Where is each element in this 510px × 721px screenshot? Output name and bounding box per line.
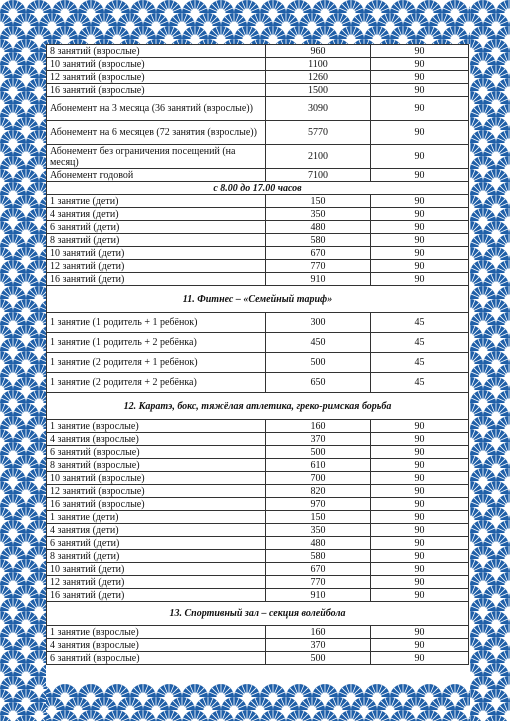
service-name-cell: 10 занятий (взрослые): [47, 472, 266, 485]
service-name-cell: 1 занятие (взрослые): [47, 626, 266, 639]
price-cell: 500: [266, 446, 371, 459]
duration-cell: 90: [371, 485, 469, 498]
table-row: [47, 524, 469, 537]
duration-cell: 90: [371, 563, 469, 576]
service-name-cell: 12 занятий (дети): [47, 576, 266, 589]
decorative-border-right: [470, 0, 510, 721]
price-cell: 960: [266, 45, 371, 58]
duration-cell: 90: [371, 626, 469, 639]
price-cell: 770: [266, 260, 371, 273]
section-heading: 13. Спортивный зал – секция волейбола: [47, 602, 469, 626]
table-row: [47, 333, 469, 353]
table-row: [47, 260, 469, 273]
service-name-cell: 6 занятий (дети): [47, 221, 266, 234]
price-cell: 480: [266, 537, 371, 550]
service-name-cell: 4 занятия (взрослые): [47, 433, 266, 446]
price-cell: 820: [266, 485, 371, 498]
price-cell: 770: [266, 576, 371, 589]
table-row: [47, 273, 469, 286]
price-cell: 970: [266, 498, 371, 511]
duration-cell: 90: [371, 446, 469, 459]
table-row: [47, 71, 469, 84]
service-name-cell: Абонемент без ограничения посещений (на месяц): [47, 145, 266, 169]
table-row: [47, 313, 469, 333]
table-row: [47, 537, 469, 550]
service-name-cell: 12 занятий (взрослые): [47, 71, 266, 84]
table-row: [47, 433, 469, 446]
table-row: [47, 121, 469, 145]
duration-cell: 90: [371, 234, 469, 247]
decorative-border-bottom: [0, 684, 510, 721]
duration-cell: 90: [371, 97, 469, 121]
service-name-cell: 16 занятий (дети): [47, 273, 266, 286]
price-cell: 610: [266, 459, 371, 472]
service-name-cell: 10 занятий (взрослые): [47, 58, 266, 71]
table-row: [47, 576, 469, 589]
table-row: [47, 511, 469, 524]
service-name-cell: 16 занятий (взрослые): [47, 498, 266, 511]
price-cell: 670: [266, 247, 371, 260]
table-row: [47, 45, 469, 58]
table-row: [47, 485, 469, 498]
table-row: [47, 420, 469, 433]
duration-cell: 90: [371, 472, 469, 485]
decorative-border-left: [0, 0, 46, 721]
duration-cell: 90: [371, 550, 469, 563]
price-cell: 7100: [266, 169, 371, 182]
service-name-cell: 1 занятие (взрослые): [47, 420, 266, 433]
service-name-cell: 8 занятий (дети): [47, 234, 266, 247]
duration-cell: 90: [371, 576, 469, 589]
price-cell: 480: [266, 221, 371, 234]
price-cell: 160: [266, 626, 371, 639]
price-table: [46, 44, 469, 665]
duration-cell: 90: [371, 247, 469, 260]
service-name-cell: 6 занятий (взрослые): [47, 652, 266, 665]
table-row: [47, 472, 469, 485]
price-cell: 370: [266, 639, 371, 652]
price-cell: 1100: [266, 58, 371, 71]
service-name-cell: 6 занятий (дети): [47, 537, 266, 550]
price-cell: 580: [266, 234, 371, 247]
section-heading: 12. Каратэ, бокс, тяжёлая атлетика, греко-римская борьба: [47, 393, 469, 420]
duration-cell: 90: [371, 260, 469, 273]
table-row: [47, 550, 469, 563]
service-name-cell: 8 занятий (дети): [47, 550, 266, 563]
duration-cell: 45: [371, 313, 469, 333]
table-row: [47, 221, 469, 234]
service-name-cell: Абонемент на 3 месяца (36 занятий (взрослые)): [47, 97, 266, 121]
service-name-cell: 10 занятий (дети): [47, 247, 266, 260]
service-name-cell: Абонемент годовой: [47, 169, 266, 182]
duration-cell: 90: [371, 524, 469, 537]
price-cell: 650: [266, 373, 371, 393]
table-row: [47, 234, 469, 247]
table-row: [47, 145, 469, 169]
duration-cell: 90: [371, 511, 469, 524]
service-name-cell: 12 занятий (взрослые): [47, 485, 266, 498]
service-name-cell: 4 занятия (дети): [47, 524, 266, 537]
price-cell: 910: [266, 273, 371, 286]
duration-cell: 45: [371, 373, 469, 393]
price-cell: 350: [266, 208, 371, 221]
service-name-cell: 1 занятие (дети): [47, 511, 266, 524]
document-page: [46, 44, 470, 684]
duration-cell: 90: [371, 208, 469, 221]
table-row: [47, 563, 469, 576]
duration-cell: 90: [371, 145, 469, 169]
price-table-body: [47, 45, 469, 665]
duration-cell: 90: [371, 58, 469, 71]
price-cell: 300: [266, 313, 371, 333]
section-heading-row: [47, 393, 469, 420]
price-cell: 670: [266, 563, 371, 576]
table-row: [47, 459, 469, 472]
table-row: [47, 626, 469, 639]
price-cell: 350: [266, 524, 371, 537]
service-name-cell: 16 занятий (взрослые): [47, 84, 266, 97]
service-name-cell: 4 занятия (дети): [47, 208, 266, 221]
price-cell: 500: [266, 652, 371, 665]
service-name-cell: Абонемент на 6 месяцев (72 занятия (взрослые)): [47, 121, 266, 145]
table-row: [47, 446, 469, 459]
duration-cell: 90: [371, 84, 469, 97]
duration-cell: 90: [371, 71, 469, 84]
service-name-cell: 1 занятие (дети): [47, 195, 266, 208]
duration-cell: 90: [371, 639, 469, 652]
table-row: [47, 652, 469, 665]
section-heading: с 8.00 до 17.00 часов: [47, 182, 469, 195]
price-cell: 580: [266, 550, 371, 563]
service-name-cell: 16 занятий (дети): [47, 589, 266, 602]
price-cell: 370: [266, 433, 371, 446]
section-heading-row: [47, 182, 469, 195]
duration-cell: 45: [371, 333, 469, 353]
price-cell: 2100: [266, 145, 371, 169]
table-row: [47, 498, 469, 511]
duration-cell: 90: [371, 45, 469, 58]
table-row: [47, 97, 469, 121]
price-cell: 450: [266, 333, 371, 353]
duration-cell: 90: [371, 169, 469, 182]
duration-cell: 90: [371, 652, 469, 665]
duration-cell: 90: [371, 273, 469, 286]
service-name-cell: 8 занятий (взрослые): [47, 45, 266, 58]
price-cell: 5770: [266, 121, 371, 145]
price-cell: 150: [266, 195, 371, 208]
service-name-cell: 1 занятие (1 родитель + 1 ребёнок): [47, 313, 266, 333]
table-row: [47, 58, 469, 71]
table-row: [47, 589, 469, 602]
table-row: [47, 84, 469, 97]
price-cell: 150: [266, 511, 371, 524]
duration-cell: 90: [371, 433, 469, 446]
duration-cell: 90: [371, 420, 469, 433]
table-row: [47, 195, 469, 208]
service-name-cell: 8 занятий (взрослые): [47, 459, 266, 472]
duration-cell: 90: [371, 459, 469, 472]
table-row: [47, 373, 469, 393]
service-name-cell: 1 занятие (2 родителя + 2 ребёнка): [47, 373, 266, 393]
duration-cell: 90: [371, 589, 469, 602]
price-cell: 1500: [266, 84, 371, 97]
table-row: [47, 208, 469, 221]
service-name-cell: 4 занятия (взрослые): [47, 639, 266, 652]
section-heading-row: [47, 602, 469, 626]
service-name-cell: 1 занятие (1 родитель + 2 ребёнка): [47, 333, 266, 353]
service-name-cell: 12 занятий (дети): [47, 260, 266, 273]
duration-cell: 90: [371, 121, 469, 145]
price-cell: 910: [266, 589, 371, 602]
table-row: [47, 169, 469, 182]
table-row: [47, 247, 469, 260]
duration-cell: 90: [371, 498, 469, 511]
price-cell: 1260: [266, 71, 371, 84]
price-cell: 160: [266, 420, 371, 433]
table-row: [47, 639, 469, 652]
decorative-border-top: [0, 0, 510, 44]
table-row: [47, 353, 469, 373]
service-name-cell: 1 занятие (2 родителя + 1 ребёнок): [47, 353, 266, 373]
duration-cell: 45: [371, 353, 469, 373]
duration-cell: 90: [371, 221, 469, 234]
service-name-cell: 10 занятий (дети): [47, 563, 266, 576]
section-heading: 11. Фитнес – «Семейный тариф»: [47, 286, 469, 313]
price-cell: 500: [266, 353, 371, 373]
price-cell: 700: [266, 472, 371, 485]
price-cell: 3090: [266, 97, 371, 121]
duration-cell: 90: [371, 537, 469, 550]
section-heading-row: [47, 286, 469, 313]
duration-cell: 90: [371, 195, 469, 208]
service-name-cell: 6 занятий (взрослые): [47, 446, 266, 459]
